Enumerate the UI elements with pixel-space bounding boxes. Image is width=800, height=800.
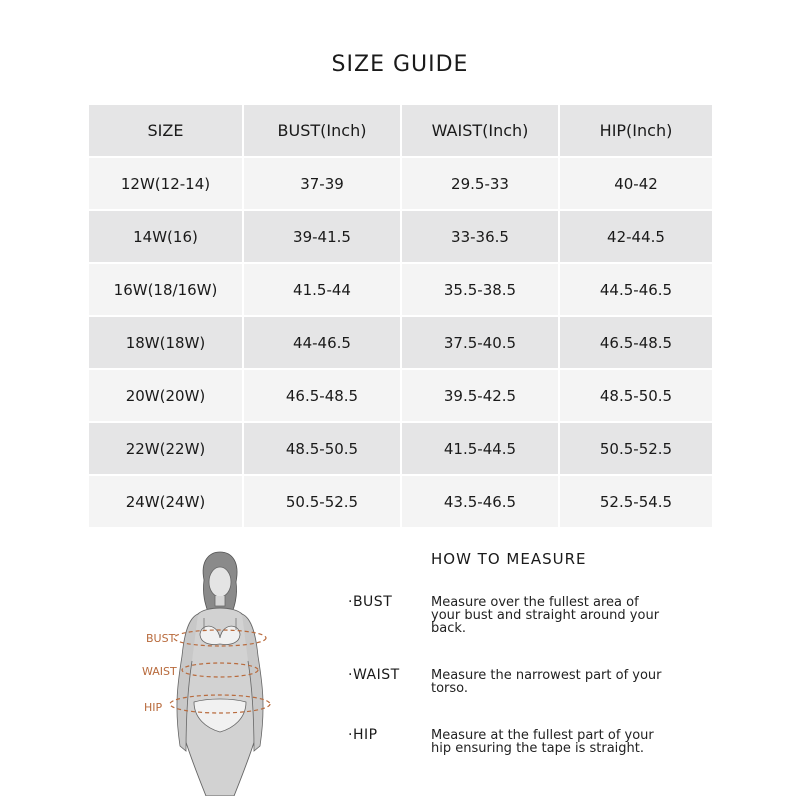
figure-label-waist: WAIST <box>142 665 177 678</box>
measure-desc-bust: Measure over the fullest area of your bust and straight around your back. <box>431 595 660 636</box>
cell-size: 18W(18W) <box>89 316 243 369</box>
cell-bust: 44-46.5 <box>243 316 401 369</box>
page-title: SIZE GUIDE <box>331 52 469 77</box>
cell-size: 20W(20W) <box>89 369 243 422</box>
cell-size: 16W(18/16W) <box>89 263 243 316</box>
table-row <box>89 369 713 422</box>
how-to-measure-title: HOW TO MEASURE <box>431 550 587 568</box>
cell-waist: 39.5-42.5 <box>401 369 559 422</box>
cell-waist: 35.5-38.5 <box>401 263 559 316</box>
header-hip: HIP(Inch) <box>559 105 713 157</box>
cell-size: 22W(22W) <box>89 422 243 475</box>
cell-bust: 37-39 <box>243 157 401 210</box>
table-row <box>89 422 713 475</box>
cell-size: 24W(24W) <box>89 475 243 528</box>
cell-hip: 52.5-54.5 <box>559 475 713 528</box>
body-measurement-figure <box>138 546 298 796</box>
table-row <box>89 210 713 263</box>
cell-bust: 50.5-52.5 <box>243 475 401 528</box>
cell-size: 14W(16) <box>89 210 243 263</box>
cell-bust: 48.5-50.5 <box>243 422 401 475</box>
cell-waist: 37.5-40.5 <box>401 316 559 369</box>
table-row <box>89 475 713 528</box>
table-header-row <box>89 105 713 157</box>
measure-desc-hip: Measure at the fullest part of your hip ensuring the tape is straight. <box>431 728 654 756</box>
measure-desc-waist: Measure the narrowest part of your torso. <box>431 668 662 696</box>
table-row <box>89 316 713 369</box>
figure-label-bust: BUST <box>146 632 176 645</box>
size-table <box>89 105 714 529</box>
cell-bust: 46.5-48.5 <box>243 369 401 422</box>
header-size: SIZE <box>89 105 243 157</box>
table-row <box>89 263 713 316</box>
cell-hip: 50.5-52.5 <box>559 422 713 475</box>
cell-waist: 41.5-44.5 <box>401 422 559 475</box>
measure-term-bust: ·BUST <box>348 594 393 610</box>
cell-hip: 42-44.5 <box>559 210 713 263</box>
cell-hip: 40-42 <box>559 157 713 210</box>
measure-term-hip: ·HIP <box>348 727 378 743</box>
header-waist: WAIST(Inch) <box>401 105 559 157</box>
cell-hip: 44.5-46.5 <box>559 263 713 316</box>
cell-bust: 41.5-44 <box>243 263 401 316</box>
figure-label-hip: HIP <box>144 701 163 714</box>
cell-waist: 33-36.5 <box>401 210 559 263</box>
cell-hip: 46.5-48.5 <box>559 316 713 369</box>
header-bust: BUST(Inch) <box>243 105 401 157</box>
cell-waist: 43.5-46.5 <box>401 475 559 528</box>
measure-term-waist: ·WAIST <box>348 667 400 683</box>
cell-waist: 29.5-33 <box>401 157 559 210</box>
table-row <box>89 157 713 210</box>
cell-bust: 39-41.5 <box>243 210 401 263</box>
cell-hip: 48.5-50.5 <box>559 369 713 422</box>
cell-size: 12W(12-14) <box>89 157 243 210</box>
